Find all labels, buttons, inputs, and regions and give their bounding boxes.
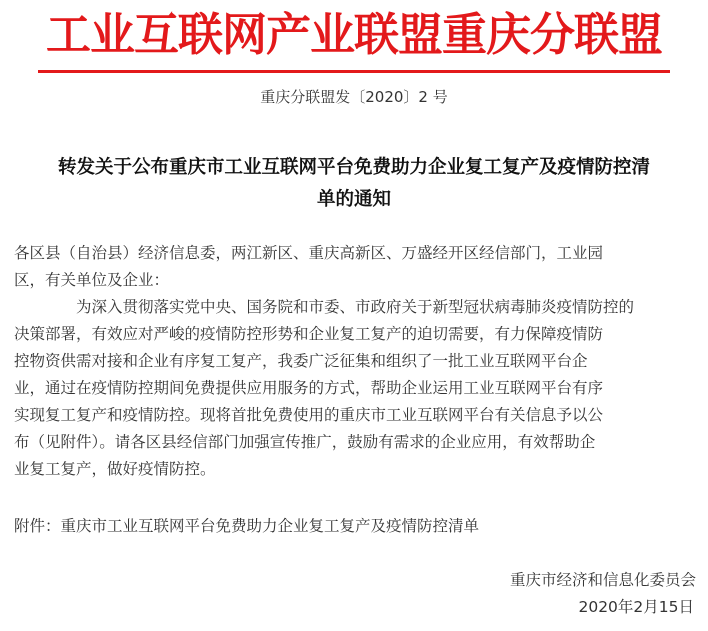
red-divider-line [38, 70, 670, 73]
signing-date: 2020年2月15日 [578, 598, 694, 616]
body-line: 为深入贯彻落实党中央、国务院和市委、市政府关于新型冠状病毒肺炎疫情防控的 [76, 298, 635, 316]
body-line: 业，通过在疫情防控期间免费提供应用服务的方式，帮助企业运用工业互联网平台有序 [14, 379, 604, 397]
notice-title [18, 152, 690, 216]
notice-body [14, 240, 698, 483]
notice-title-line-1: 转发关于公布重庆市工业互联网平台免费助力企业复工复产及疫情防控清 [57, 157, 650, 178]
notice-title-line-2: 单的通知 [316, 189, 391, 210]
body-line: 布（见附件）。请各区县经信部门加强宣传推广，鼓励有需求的企业应用，有效帮助企 [14, 433, 596, 451]
signing-organization: 重庆市经济和信息化委员会 [509, 571, 696, 589]
body-line: 区，有关单位及企业： [14, 271, 170, 289]
body-line: 各区县（自治县）经济信息委，两江新区、重庆高新区、万盛经开区经信部门，工业园 [14, 244, 604, 262]
body-line: 控物资供需对接和企业有序复工复产，我委广泛征集和组织了一批工业互联网平台企 [14, 352, 588, 370]
body-line: 决策部署，有效应对严峻的疫情防控形势和企业复工复产的迫切需要，有力保障疫情防 [14, 325, 604, 343]
body-line: 业复工复产，做好疫情防控。 [14, 460, 216, 478]
masthead-title: 工业互联网产业联盟重庆分联盟 [45, 8, 662, 61]
document-number: 重庆分联盟发〔2020〕2 号 [260, 88, 448, 106]
body-line: 实现复工复产和疫情防控。现将首批免费使用的重庆市工业互联网平台有关信息予以公 [14, 406, 604, 424]
attachment-line: 附件：重庆市工业互联网平台免费助力企业复工复产及疫情防控清单 [14, 517, 480, 535]
